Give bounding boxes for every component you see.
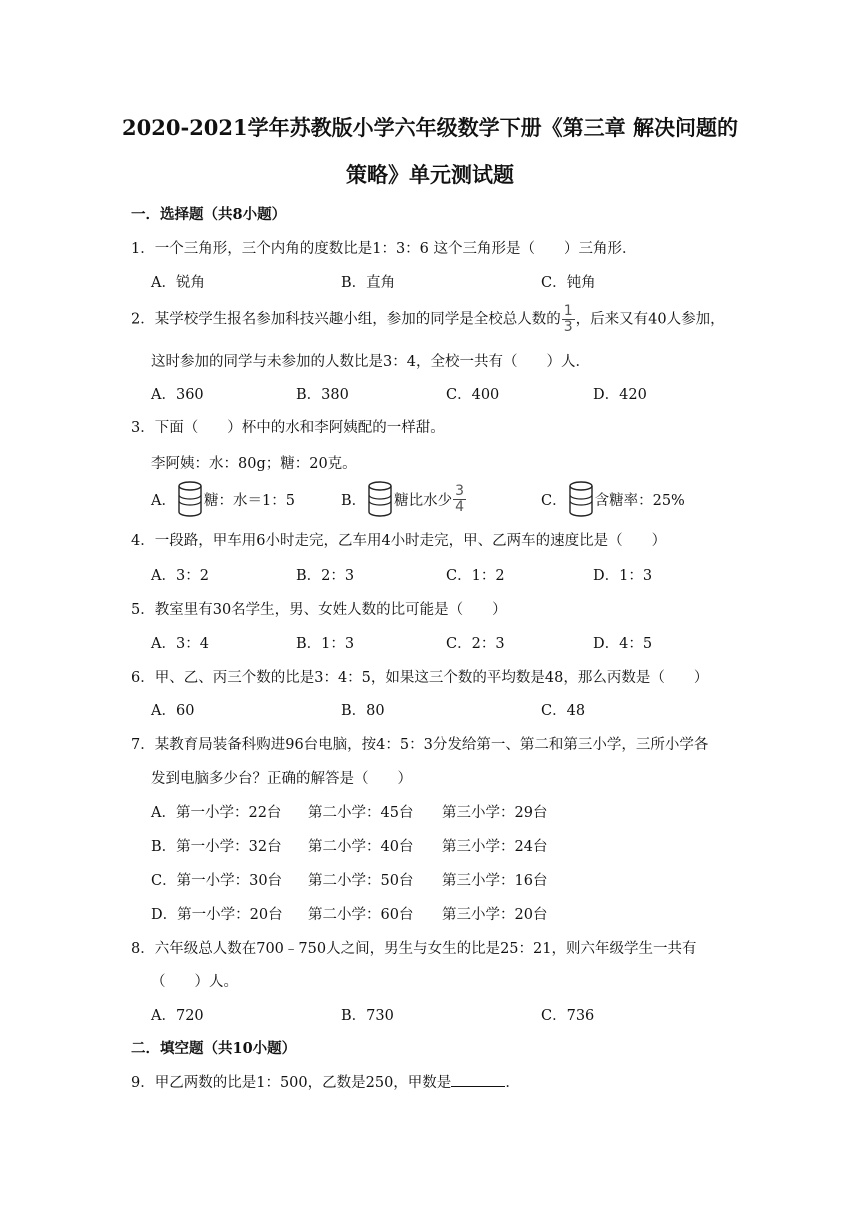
q8-option-b: B．730 [341, 1008, 394, 1024]
q8-option-a: A．720 [151, 1008, 204, 1024]
q7-option-b-school-3: 第三小学：24台 [442, 839, 548, 855]
q8-option-c: C．736 [541, 1008, 595, 1024]
cup-icon [366, 480, 394, 518]
q2-fraction [562, 304, 575, 335]
q3-option-b-fraction [453, 484, 466, 515]
q7-option-a-school-2: 第二小学：45台 [308, 805, 414, 821]
q7-option-a-school-1: A．第一小学：22台 [151, 805, 282, 821]
q9-stem-after: ． [505, 1075, 520, 1091]
q6-option-a: A．60 [151, 703, 195, 719]
q3-info: 李阿姨：水：80g；糖：20克。 [151, 456, 357, 472]
q2-stem-after: ，后来又有40人参加， [575, 311, 725, 328]
q3-option-a-label: A． [151, 492, 176, 509]
q4-option-c: C．1：2 [446, 568, 505, 584]
q3-option-b-text: 糖比水少 [394, 492, 453, 509]
question-6-stem: 6．甲、乙、丙三个数的比是3：4：5，如果这三个数的平均数是48，那么丙数是（ ） [131, 670, 709, 686]
q3-option-a [151, 479, 295, 519]
question-7-stem: 7．某教育局装备科购进96台电脑，按4：5：3分发给第一、第二和第三小学，三所小学各 [131, 737, 709, 753]
title-line-2: 策略》单元测试题 [346, 162, 514, 187]
q1-option-c: C．钝角 [541, 275, 596, 291]
q5-option-a: A．3：4 [151, 636, 209, 652]
section-heading-choice: 一．选择题（共8小题） [131, 206, 287, 223]
q3-option-c [541, 479, 685, 519]
q3-option-b-label: B． [341, 492, 367, 509]
q7-option-a-school-3: 第三小学：29台 [442, 805, 548, 821]
q9-stem-before: 9．甲乙两数的比是1：500，乙数是250，甲数是 [131, 1075, 452, 1091]
q2-fraction-numerator: 1 [563, 303, 573, 319]
q7-option-d-school-3: 第三小学：20台 [442, 907, 548, 923]
q2-option-d: D．420 [593, 387, 647, 403]
q7-option-c-school-3: 第三小学：16台 [442, 873, 548, 889]
q6-option-c: C．48 [541, 703, 586, 719]
title-line-1: 2020-2021学年苏教版小学六年级数学下册《第三章 解决问题的 [122, 115, 738, 140]
q7-option-c-school-2: 第二小学：50台 [308, 873, 414, 889]
question-1-stem: 1．一个三角形，三个内角的度数比是1：3：6 这个三角形是（ ）三角形． [131, 241, 637, 257]
q3-fraction-denominator: 4 [455, 498, 465, 515]
q7-option-d-school-2: 第二小学：60台 [308, 907, 414, 923]
question-4-stem: 4．一段路，甲车用6小时走完，乙车用4小时走完，甲、乙两车的速度比是（ ） [131, 533, 667, 549]
question-3-stem: 3．下面（ ）杯中的水和李阿姨配的一样甜。 [131, 420, 445, 436]
q1-option-a: A．锐角 [151, 275, 205, 291]
q7-option-c-school-1: C．第一小学：30台 [151, 873, 283, 889]
question-2-stem [131, 304, 725, 335]
question-8-stem-line-2: （ ）人。 [151, 974, 238, 990]
q4-option-a: A．3：2 [151, 568, 209, 584]
q5-option-c: C．2：3 [446, 636, 505, 652]
question-5-stem: 5．教室里有30名学生，男、女姓人数的比可能是（ ） [131, 602, 507, 618]
q5-option-d: D．4：5 [593, 636, 653, 652]
q1-option-b: B．直角 [341, 275, 396, 291]
question-8-stem: 8．六年级总人数在700﹣750人之间，男生与女生的比是25：21，则六年级学生一共有 [131, 941, 697, 957]
cup-icon [567, 480, 595, 518]
q2-option-a: A．360 [151, 387, 204, 403]
q3-option-c-text: 含糖率：25% [594, 492, 685, 509]
section-heading-fill-in: 二．填空题（共10小题） [131, 1040, 297, 1057]
q7-option-b-school-1: B．第一小学：32台 [151, 839, 282, 855]
q4-option-b: B．2：3 [296, 568, 355, 584]
answer-blank[interactable] [451, 1073, 505, 1087]
cup-icon [176, 480, 204, 518]
q2-stem-before: 2．某学校学生报名参加科技兴趣小组，参加的同学是全校总人数的 [131, 311, 561, 328]
question-9-stem [131, 1071, 520, 1092]
q7-option-b-school-2: 第二小学：40台 [308, 839, 414, 855]
q6-option-b: B．80 [341, 703, 385, 719]
q4-option-d: D．1：3 [593, 568, 653, 584]
question-7-stem-line-2: 发到电脑多少台？正确的解答是（ ） [151, 771, 412, 787]
question-2-stem-line-2: 这时参加的同学与未参加的人数比是3：4，全校一共有（ ）人． [151, 354, 590, 370]
q3-option-c-label: C． [541, 492, 567, 509]
q5-option-b: B．1：3 [296, 636, 355, 652]
q3-option-a-text: 糖：水＝1：5 [203, 492, 295, 509]
q3-fraction-numerator: 3 [455, 482, 465, 499]
q2-option-c: C．400 [446, 387, 500, 403]
q2-option-b: B．380 [296, 387, 349, 403]
q2-fraction-denominator: 3 [563, 319, 573, 335]
q7-option-d-school-1: D．第一小学：20台 [151, 907, 283, 923]
q3-option-b [341, 479, 467, 519]
